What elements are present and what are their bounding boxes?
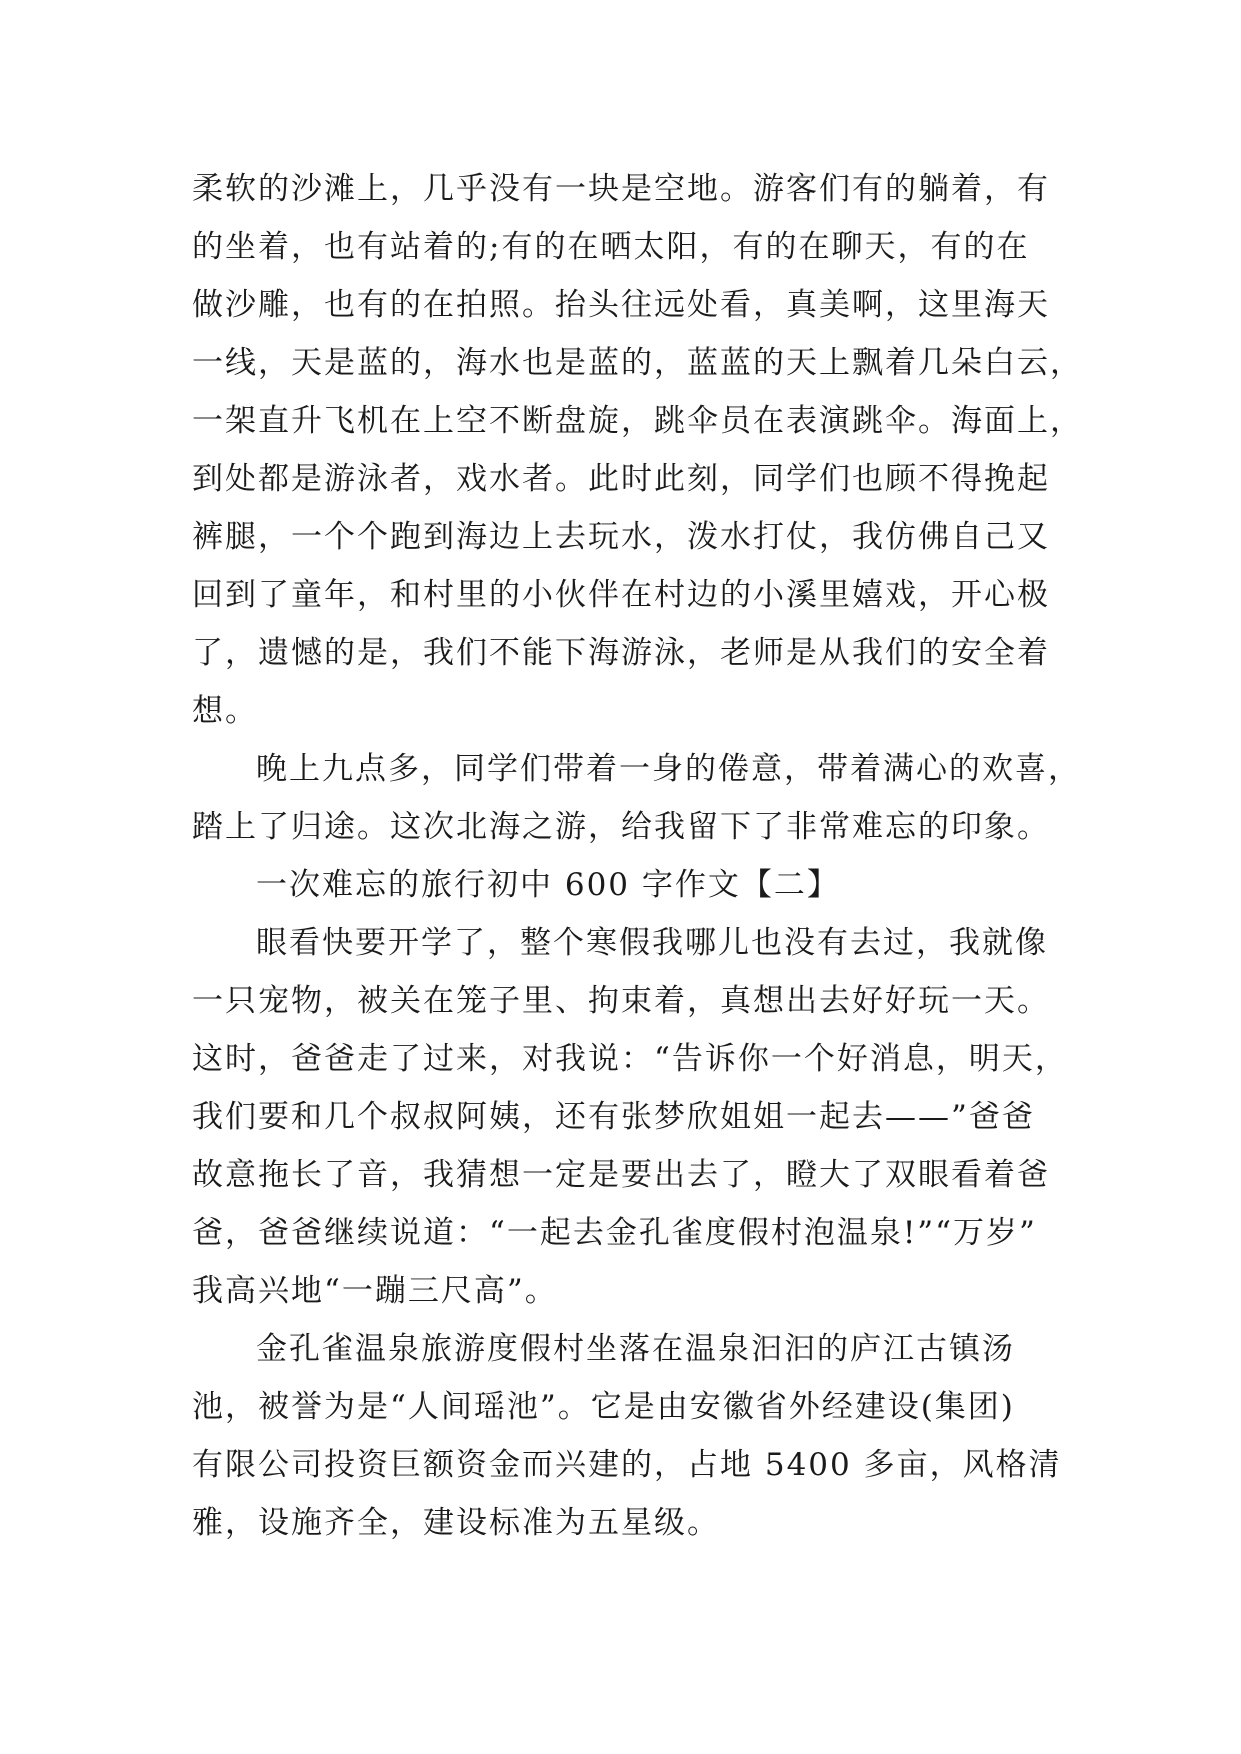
essay-body (192, 160, 1083, 1552)
text-line: 池，被誉为是“人间瑶池”。它是由安徽省外经建设(集团) (192, 1389, 1015, 1425)
text-line: 金孔雀温泉旅游度假村坐落在温泉汩汩的庐江古镇汤 (256, 1331, 1015, 1367)
text-line: 裤腿，一个个跑到海边上去玩水，泼水打仗，我仿佛自己又 (192, 519, 1050, 555)
text-line: 我们要和几个叔叔阿姨，还有张梦欣姐姐一起去——”爸爸 (192, 1099, 1035, 1135)
text-line: 的坐着，也有站着的;有的在晒太阳，有的在聊天，有的在 (192, 229, 1030, 265)
text-line: 故意拖长了音，我猜想一定是要出去了，瞪大了双眼看着爸 (192, 1157, 1050, 1193)
text-line: 一架直升飞机在上空不断盘旋，跳伞员在表演跳伞。海面上， (192, 403, 1083, 439)
text-line: 回到了童年，和村里的小伙伴在村边的小溪里嬉戏，开心极 (192, 577, 1050, 613)
text-line: 到处都是游泳者，戏水者。此时此刻，同学们也顾不得挽起 (192, 461, 1050, 497)
text-line: 我高兴地“一蹦三尺高”。 (192, 1273, 558, 1309)
text-line: 这时，爸爸走了过来，对我说：“告诉你一个好消息，明天， (192, 1041, 1068, 1077)
text-line: 爸，爸爸继续说道：“一起去金孔雀度假村泡温泉!”“万岁” (192, 1215, 1037, 1251)
text-line: 一线，天是蓝的，海水也是蓝的，蓝蓝的天上飘着几朵白云， (192, 345, 1083, 381)
text-line: 想。 (192, 693, 258, 729)
text-line: 踏上了归途。这次北海之游，给我留下了非常难忘的印象。 (192, 809, 1050, 845)
text-line: 了，遗憾的是，我们不能下海游泳，老师是从我们的安全着 (192, 635, 1050, 671)
text-line: 有限公司投资巨额资金而兴建的，占地 5400 多亩，风格清 (192, 1447, 1062, 1483)
text-line: 一只宠物，被关在笼子里、拘束着，真想出去好好玩一天。 (192, 983, 1050, 1019)
section-heading: 一次难忘的旅行初中 600 字作文【二】 (256, 867, 840, 903)
text-line: 雅，设施齐全，建设标准为五星级。 (192, 1505, 720, 1541)
text-line: 做沙雕，也有的在拍照。抬头往远处看，真美啊，这里海天 (192, 287, 1050, 323)
text-line: 晚上九点多，同学们带着一身的倦意，带着满心的欢喜， (256, 751, 1081, 787)
text-line: 柔软的沙滩上，几乎没有一块是空地。游客们有的躺着，有 (192, 171, 1050, 207)
text-line: 眼看快要开学了，整个寒假我哪儿也没有去过，我就像 (256, 925, 1048, 961)
